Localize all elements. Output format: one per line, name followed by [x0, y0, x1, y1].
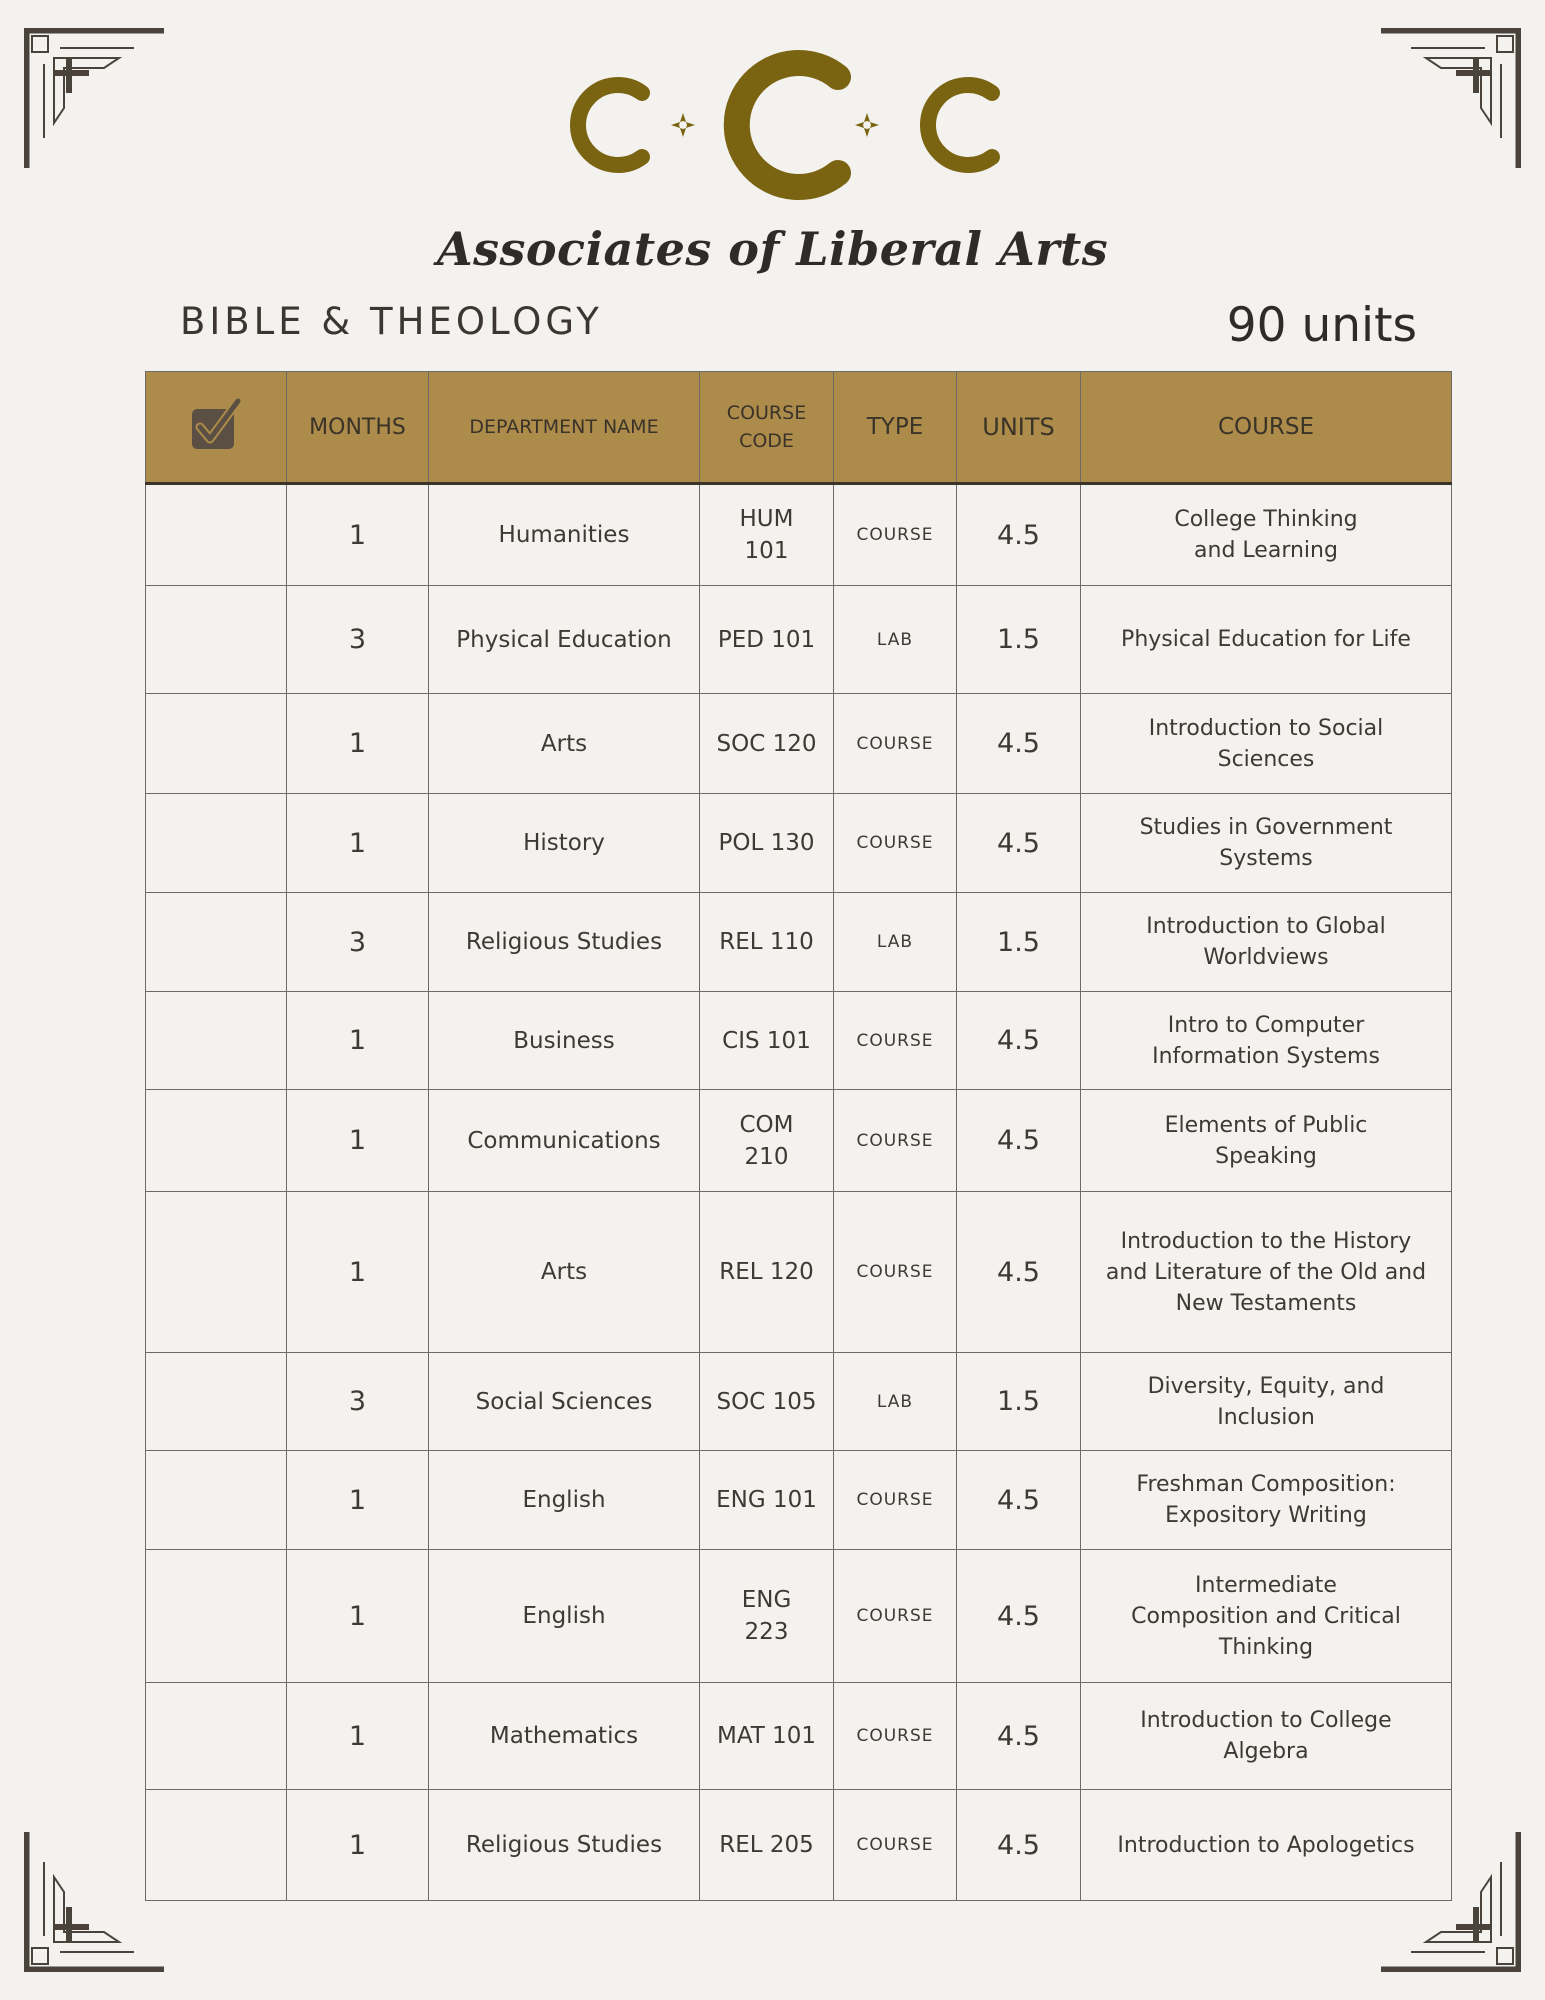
header-units: UNITS — [957, 372, 1081, 484]
cell-months: 1 — [287, 1192, 429, 1353]
row-checkbox[interactable] — [146, 1451, 287, 1550]
cell-department: Humanities — [429, 484, 700, 586]
corner-ornament-top-left — [24, 28, 174, 178]
cell-type: COURSE — [834, 1683, 957, 1790]
cell-department: Business — [429, 992, 700, 1090]
table-row — [146, 1550, 1452, 1683]
cell-months: 3 — [287, 893, 429, 992]
header-course: COURSE — [1081, 372, 1452, 484]
cell-units: 4.5 — [957, 1550, 1081, 1683]
cell-course: College Thinking and Learning — [1081, 484, 1452, 586]
cell-code: REL 205 — [700, 1790, 834, 1901]
cell-units: 1.5 — [957, 893, 1081, 992]
cell-department: Mathematics — [429, 1683, 700, 1790]
cell-department: English — [429, 1451, 700, 1550]
cell-course: Studies in Government Systems — [1081, 794, 1452, 893]
cell-type: COURSE — [834, 1451, 957, 1550]
cell-units: 4.5 — [957, 794, 1081, 893]
cell-code: PED 101 — [700, 586, 834, 694]
cell-code: POL 130 — [700, 794, 834, 893]
total-units: 90 units — [1226, 298, 1417, 353]
row-checkbox[interactable] — [146, 893, 287, 992]
header-code-line1: COURSE — [726, 402, 807, 424]
cell-course: Introduction to College Algebra — [1081, 1683, 1452, 1790]
cell-code: SOC 105 — [700, 1353, 834, 1451]
cell-department: History — [429, 794, 700, 893]
cell-code: COM 210 — [700, 1090, 834, 1192]
cell-course: Intro to Computer Information Systems — [1081, 992, 1452, 1090]
cell-course: Introduction to the History and Literature of the Old and New Testaments — [1081, 1192, 1452, 1353]
cell-months: 1 — [287, 1683, 429, 1790]
cell-units: 4.5 — [957, 992, 1081, 1090]
cell-code: CIS 101 — [700, 992, 834, 1090]
cell-type: COURSE — [834, 1090, 957, 1192]
cell-type: LAB — [834, 893, 957, 992]
table-row — [146, 794, 1452, 893]
cell-course: Elements of Public Speaking — [1081, 1090, 1452, 1192]
cell-months: 1 — [287, 992, 429, 1090]
header-course-code — [700, 372, 834, 484]
program-name: BIBLE & THEOLOGY — [180, 300, 603, 343]
table-row — [146, 694, 1452, 794]
cell-months: 3 — [287, 1353, 429, 1451]
row-checkbox[interactable] — [146, 1790, 287, 1901]
header-department: DEPARTMENT NAME — [429, 372, 700, 484]
cell-department: Physical Education — [429, 586, 700, 694]
cell-months: 1 — [287, 1451, 429, 1550]
cell-course: Introduction to Apologetics — [1081, 1790, 1452, 1901]
cell-type: COURSE — [834, 694, 957, 794]
cell-units: 4.5 — [957, 694, 1081, 794]
cell-department: Arts — [429, 1192, 700, 1353]
cell-course: Physical Education for Life — [1081, 586, 1452, 694]
cell-units: 4.5 — [957, 1683, 1081, 1790]
cell-months: 1 — [287, 794, 429, 893]
cell-units: 4.5 — [957, 1090, 1081, 1192]
table-header-row — [146, 372, 1452, 484]
cell-department: Arts — [429, 694, 700, 794]
row-checkbox[interactable] — [146, 1192, 287, 1353]
row-checkbox[interactable] — [146, 694, 287, 794]
cell-units: 1.5 — [957, 586, 1081, 694]
header-type: TYPE — [834, 372, 957, 484]
row-checkbox[interactable] — [146, 586, 287, 694]
row-checkbox[interactable] — [146, 794, 287, 893]
table-row — [146, 1090, 1452, 1192]
cell-type: COURSE — [834, 992, 957, 1090]
cell-units: 4.5 — [957, 1790, 1081, 1901]
checkbox-checked-icon — [186, 395, 246, 455]
row-checkbox[interactable] — [146, 484, 287, 586]
cell-course: Freshman Composition: Expository Writing — [1081, 1451, 1452, 1550]
cell-type: LAB — [834, 1353, 957, 1451]
table-row — [146, 893, 1452, 992]
row-checkbox[interactable] — [146, 992, 287, 1090]
cell-code: SOC 120 — [700, 694, 834, 794]
cell-months: 1 — [287, 1790, 429, 1901]
table-row — [146, 1683, 1452, 1790]
row-checkbox[interactable] — [146, 1550, 287, 1683]
cell-course: Diversity, Equity, and Inclusion — [1081, 1353, 1452, 1451]
program-subtitle: Associates of Liberal Arts — [436, 222, 1109, 276]
cell-units: 4.5 — [957, 1451, 1081, 1550]
cell-code: ENG 223 — [700, 1550, 834, 1683]
cell-code: ENG 101 — [700, 1451, 834, 1550]
course-table — [145, 371, 1452, 1901]
cell-units: 1.5 — [957, 1353, 1081, 1451]
ccc-logo — [550, 45, 1010, 205]
table-row — [146, 1451, 1452, 1550]
cell-course: Introduction to Social Sciences — [1081, 694, 1452, 794]
cell-code: REL 120 — [700, 1192, 834, 1353]
table-row — [146, 484, 1452, 586]
row-checkbox[interactable] — [146, 1353, 287, 1451]
cell-months: 1 — [287, 484, 429, 586]
table-row — [146, 586, 1452, 694]
row-checkbox[interactable] — [146, 1090, 287, 1192]
cell-type: COURSE — [834, 794, 957, 893]
cell-type: COURSE — [834, 1790, 957, 1901]
cell-months: 1 — [287, 1090, 429, 1192]
cell-months: 1 — [287, 694, 429, 794]
table-row — [146, 1192, 1452, 1353]
cell-department: Communications — [429, 1090, 700, 1192]
cell-code: MAT 101 — [700, 1683, 834, 1790]
cell-type: COURSE — [834, 1550, 957, 1683]
row-checkbox[interactable] — [146, 1683, 287, 1790]
cell-code: HUM 101 — [700, 484, 834, 586]
table-row — [146, 1790, 1452, 1901]
cell-course: Intermediate Composition and Critical Thinking — [1081, 1550, 1452, 1683]
cell-type: LAB — [834, 586, 957, 694]
cell-units: 4.5 — [957, 1192, 1081, 1353]
cell-months: 3 — [287, 586, 429, 694]
cell-department: English — [429, 1550, 700, 1683]
cell-department: Social Sciences — [429, 1353, 700, 1451]
table-row — [146, 992, 1452, 1090]
table-row — [146, 1353, 1452, 1451]
cell-months: 1 — [287, 1550, 429, 1683]
header-code-line2: CODE — [739, 430, 794, 452]
header-months: MONTHS — [287, 372, 429, 484]
cell-course: Introduction to Global Worldviews — [1081, 893, 1452, 992]
cell-department: Religious Studies — [429, 893, 700, 992]
cell-type: COURSE — [834, 1192, 957, 1353]
cell-code: REL 110 — [700, 893, 834, 992]
header-check — [146, 372, 287, 484]
cell-department: Religious Studies — [429, 1790, 700, 1901]
cell-type: COURSE — [834, 484, 957, 586]
corner-ornament-top-right — [1371, 28, 1521, 178]
cell-units: 4.5 — [957, 484, 1081, 586]
